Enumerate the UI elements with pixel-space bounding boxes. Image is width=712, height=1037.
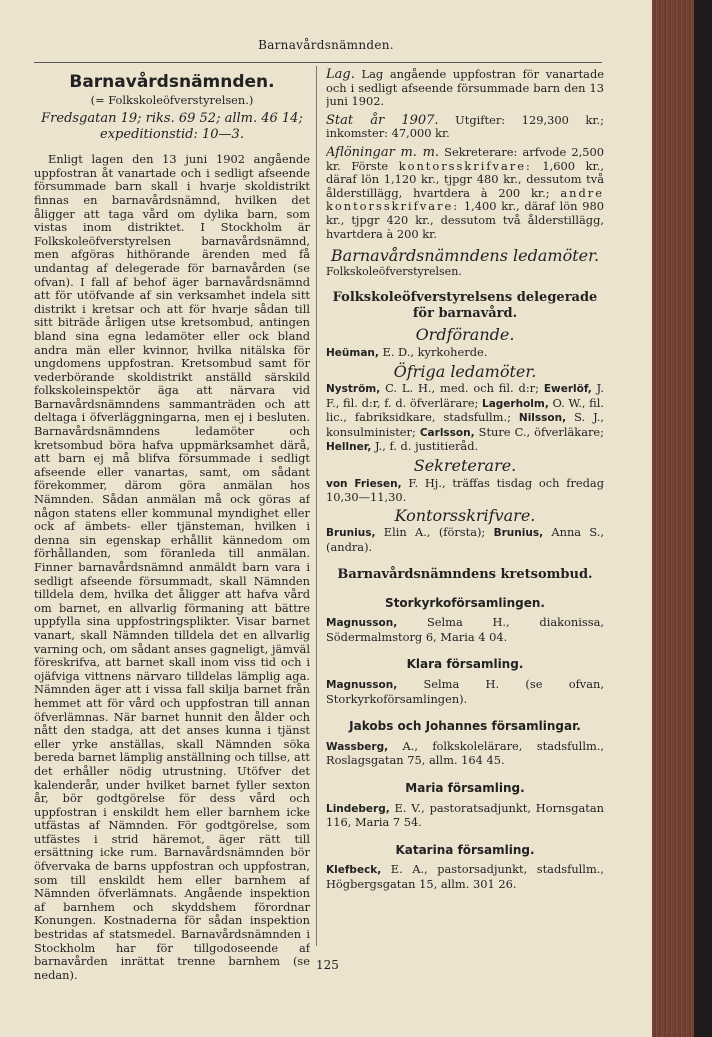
ordforande-name: Heüman, [326, 346, 379, 359]
parish-heading: Jakobs och Johannes församlingar. [349, 719, 581, 734]
column-divider [316, 66, 317, 946]
afloningar-text-2: 1,600 kr., däraf lön 1,120 kr., tjpgr 480 kr., dessutom två ålderstillägg, hvartdera à 200 kr.; [326, 158, 604, 200]
member-name: Lagerholm, [482, 397, 549, 410]
ombud-name: Lindeberg, [326, 802, 390, 815]
lag-block [326, 68, 604, 109]
member-text: O. W., fil. lic., fabriksidkare, stadsfullm.; [326, 395, 604, 425]
member-name: Nilsson, [518, 412, 567, 425]
afloningar-text-1: Sekreterare: arfvode 2,500 kr. Förste [326, 144, 604, 173]
member-text: S. J., konsulminister; [326, 410, 604, 439]
kontor-name-2: Brunius, [493, 527, 544, 540]
parish-heading: Storkyrkoförsamlingen. [385, 595, 545, 610]
book-page-edges [652, 0, 712, 1037]
sekreterare-entry [326, 477, 604, 505]
parish-entry [326, 863, 604, 891]
ombud-text: Selma H. (se ofvan, Storkyrkoförsamlingen). [326, 677, 604, 706]
ordforande-entry [326, 346, 604, 361]
header-rule [34, 62, 602, 63]
afloningar-role-1: kontorsskrifvare: [398, 158, 532, 173]
section-subtitle: (= Folkskoleöfverstyrelsen.) [90, 92, 254, 107]
ombud-name: Magnusson, [326, 617, 398, 630]
section-title: Barnavårdsnämnden. [69, 72, 275, 92]
ordforande-text: E. D., kyrkoherde. [382, 344, 488, 359]
member-text: J., f. d. justitieråd. [374, 439, 479, 454]
lag-text: Lag angående uppfostran för vanartade och i sedligt afseende försummade barn den 13 juni 1902. [326, 68, 604, 109]
ovriga-entries [326, 382, 604, 455]
ombud-text: E. V., pastoratsadjunkt, Hornsgatan 116, Maria 7 54. [326, 800, 604, 830]
left-column [34, 68, 310, 982]
right-column [326, 68, 604, 896]
afloningar-role-2: andre kontorsskrifvare: [326, 185, 604, 214]
delegerade-heading: Folkskoleöfverstyrelsens delegerade för barnavård. [332, 290, 598, 322]
ordforande-heading: Ordförande. [415, 325, 515, 345]
ledamoter-heading: Barnavårdsnämndens ledamöter. [330, 246, 600, 266]
address [34, 111, 310, 143]
afloningar-label: Aflöningar m. m. [326, 144, 440, 160]
member-name: Hellner, [326, 441, 372, 454]
running-head: Barnavårdsnämnden. [258, 38, 394, 52]
parish-entry [326, 616, 604, 644]
member-text: Sture C., öfverläkare; [478, 424, 604, 439]
parish-entry [326, 740, 604, 768]
ombud-name: Wassberg, [326, 740, 389, 753]
parish-klara [326, 658, 604, 706]
ombud-text: E. A., pastorsadjunkt, stadsfullm., Högbergsgatan 15, allm. 301 26. [326, 862, 604, 891]
kontor-heading: Kontorsskrifvare. [394, 505, 536, 525]
parish-entry [326, 802, 604, 830]
kontor-name-1: Brunius, [326, 527, 376, 540]
member-name: Nyström, [326, 383, 381, 396]
ombud-name: Klefbeck, [326, 864, 382, 877]
kontor-text-2: Anna S., (andra). [326, 525, 604, 555]
stat-text: Utgifter: 129,300 kr.; inkomster: 47,000 kr. [326, 112, 604, 141]
lag-label: Lag. [326, 68, 355, 82]
sekreterare-text: F. Hj., träffas tisdag och fredag 10,30—11,30. [326, 475, 604, 505]
member-text: J. F., fil. d:r, f. d. öfverlärare; [326, 381, 604, 410]
parish-entry [326, 678, 604, 706]
parish-heading: Klara församling. [406, 657, 524, 672]
page-number: 125 [316, 958, 339, 972]
sekreterare-heading: Sekreterare. [413, 456, 517, 476]
ledamoter-subnote: Folkskoleöfverstyrelsen. [326, 264, 462, 278]
parish-katarina [326, 844, 604, 892]
ombud-name: Magnusson, [326, 679, 398, 691]
sekreterare-name: von Friesen, [326, 477, 402, 490]
ovriga-heading: Öfriga ledamöter. [393, 361, 537, 381]
parish-heading: Katarina församling. [395, 842, 535, 857]
parish-maria [326, 782, 604, 830]
kretsombud-heading: Barnavårdsnämndens kretsombud. [337, 566, 593, 582]
member-name: Ewerlöf, [543, 383, 592, 396]
ombud-text: A., folkskolelärare, stadsfullm., Roslagsgatan 75, allm. 164 45. [326, 738, 604, 768]
parish-heading: Maria församling. [405, 780, 525, 795]
body-paragraph: Enligt lagen den 13 juni 1902 angående uppfostran åt vanartade och i sedligt afseende försummade barn skall i hvarje skoldistrikt finnas en barnavårdsnämnd, hvilken det åligger att taga vård om dylika barn, som vistas inom distriktet. I Stockholm är Folkskoleöfverstyrelsen barnavårdsnämnd, men afgöras hithörande ärenden med få undantag af delegerade för barnavården (se ofvan). I fall af behof äger barnavårdsnämnd att för utöfvande af sin verksamhet indela sitt distrikt i kretsar och att för hvarje sådan till sitt biträde årligen utse kretsombud, antingen bland sina egna ledamöter eller ock bland andra män eller kvinnor, hvilka nitälska för ungdomens uppfostran. Kretsombud samt för vederbörande skoldistrikt anställd särskild folkskoleinspektör äga att närvara vid Barnavårdsnämndens sammanträden och att deltaga i öfverläggningarna, men ej i besluten. Barnavårdsnämndens ledamöter och kretsombud böra hafva uppmärksamhet därå, att barn ej må blifva försummade i sedligt afseende eller vanartas, samt, om sådant förekommer, därom göra anmälan hos Nämnden. Sådan anmälan må ock göras af någon statens eller kommunal myndighet eller ock af ämbets- eller tjänsteman, hvilken i denna sin egenskap erhållit kännedom om förhållanden, som föranleda till anmälan. Finner barnavårdsnämnd anmäldt barn vara i sedligt afseende försummadt, skall Nämnden tilldela dem, hvilka det åligger att hafva vård om barnet, en allvarlig förmaning att bättre uppfylla sina uppfostringsplikter. Visar barnet vanart, skall Nämnden tilldela det en allvarlig varning och, om sådant anses gagneligt, jämväl föreskrifva, att barnet skall inom viss tid och i ojäfviga vittnens närvaro tilldelas lämplig aga. Nämnden äger att i vissa fall skilja barnet från hemmet att för vård och uppfostran till annan öfverlämnas. När barnet hunnit den ålder och nått den stadga, att det anses kunna i tjänst eller yrke anställas, skall Nämnden söka bereda barnet lämplig anställning och tillse, att det erhåller nödig utrustning. Utöfver det kalenderår, under hvilket barnet fyller sexton år, bör godtgörelse för dess vård och uppfostran i enskildt hem eller barnhem icke utfästas af Nämnden. För godtgörelse, som utfästes i strid häremot, äger rätt till ersättning icke rum. Barnavårdsnämnden bör öfvervaka de barns uppfostran och uppfostran, som till enskildt hem eller barnhem af Nämnden öfverlämnats. Angående inspektion af barnhem och skyddshem förordnar Konungen. Kostnaderna för sådan inspektion bestridas af statsmedel. Barnavårdsnämnden i Stockholm har för tillgodoseende af barnavården inrättat trenne barnhem (se nedan). [34, 152, 310, 982]
kontor-text-1: Elin A., (första); [383, 525, 486, 540]
stat-label: Stat år 1907. [326, 112, 439, 128]
member-text: C. L. H., med. och fil. d:r; [385, 381, 539, 396]
kontor-entry [326, 526, 604, 554]
address-line-2: expeditionstid: 10—3. [100, 127, 244, 143]
address-line-1: Fredsgatan 19; riks. 69 52; allm. 46 14; [41, 111, 303, 127]
afloningar-text-3: 1,400 kr., däraf lön 980 kr., tjpgr 420 kr., dessutom två ålderstillägg, hvartdera à 200 kr. [326, 199, 604, 241]
member-name: Carlsson, [419, 426, 475, 439]
parish-storkyrko [326, 597, 604, 645]
afloningar-block [326, 146, 604, 241]
ombud-text: Selma H., diakonissa, Södermalmstorg 6, Maria 4 04. [326, 615, 604, 644]
parish-jakobs-johannes [326, 720, 604, 768]
stat-block [326, 114, 604, 141]
